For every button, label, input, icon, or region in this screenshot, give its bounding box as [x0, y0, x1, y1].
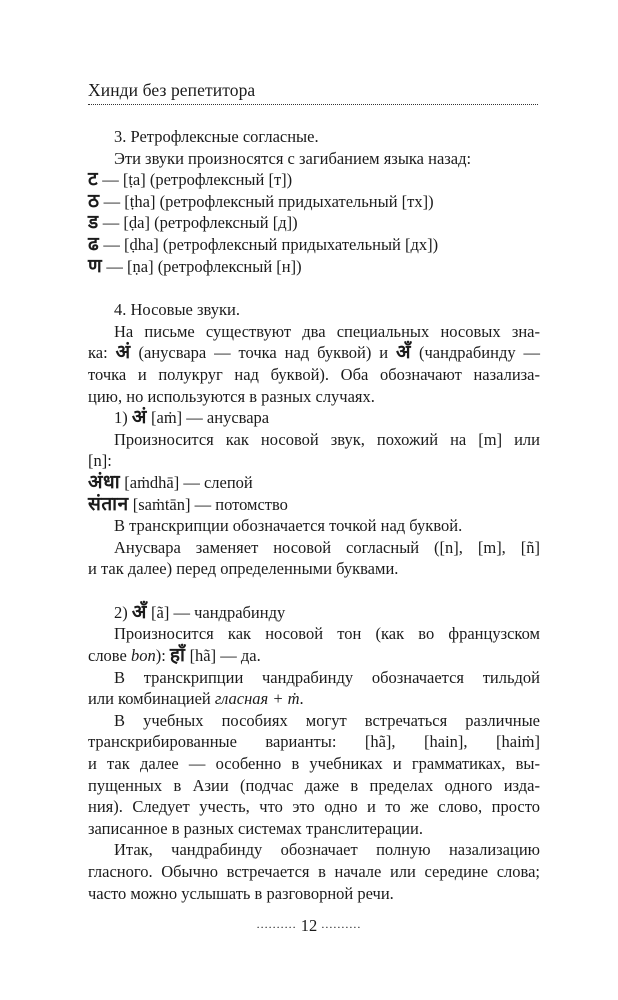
- paragraph-line: В транскрипции обозначается точкой над буквой.: [114, 516, 463, 536]
- chandrabindu-label: [88, 602, 540, 624]
- paragraph-line: В учебных пособиях могут встречаться различные: [114, 710, 540, 730]
- paragraph-line: ния). Следует учесть, что это одно и то же слово, просто: [88, 797, 540, 817]
- paragraph-line: транскрибированные варианты: [hã], [hain], [haiṁ]: [88, 732, 540, 752]
- paragraph-line: пущенных в Азии (подчас даже в пределах одного изда-: [88, 775, 540, 795]
- devanagari-glyph: ट: [88, 168, 99, 191]
- row-text: — [ṭha] (ретрофлексный придыхательный [тх]): [99, 191, 434, 211]
- text-run: ):: [155, 646, 170, 666]
- paragraph-line: цию, но используются в разных случаях.: [88, 386, 375, 406]
- devanagari-glyph: अं: [115, 341, 131, 364]
- row-text: — [ḍha] (ретрофлексный придыхательный [дх]): [99, 234, 439, 254]
- paragraph-line: В транскрипции чандрабинду обозначается тильдой: [114, 667, 540, 687]
- example-line: [88, 494, 540, 516]
- section-nasal: [88, 299, 540, 904]
- text-run: или комбинацией: [88, 689, 215, 709]
- header-divider: [88, 104, 538, 105]
- footer-dots: ..........: [321, 917, 362, 931]
- italic-word: bon: [130, 646, 156, 666]
- row-text: — [ṭa] (ретрофлексный [т]): [98, 170, 293, 190]
- section-heading: 3. Ретрофлексные согласные.: [114, 127, 319, 146]
- devanagari-glyph: ढ: [88, 232, 100, 255]
- paragraph-line: и так далее) перед определенными буквами.: [88, 559, 399, 579]
- text-run: (анусвара — точка над буквой) и: [130, 343, 397, 363]
- page-number: 12: [300, 916, 318, 935]
- paragraph-line: [n]:: [88, 451, 112, 471]
- paragraph-line: [88, 342, 540, 364]
- spacer: [88, 580, 540, 602]
- page-footer: [0, 916, 618, 936]
- devanagari-glyph: अं: [131, 406, 147, 429]
- paragraph-line: Произносится как носовой звук, похожий на [m] или: [114, 429, 540, 449]
- page-body: [88, 126, 540, 904]
- text-run: 1): [114, 408, 132, 428]
- paragraph-line: и так далее — особенно в учебниках и грамматиках, вы-: [88, 754, 540, 774]
- text-run: [aṁdhā] — слепой: [120, 472, 253, 492]
- paragraph-line: Итак, чандрабинду обозначает полную назализацию: [114, 840, 540, 860]
- section-heading: 4. Носовые звуки.: [114, 300, 240, 320]
- retroflex-row: [88, 212, 540, 234]
- footer-dots: ..........: [256, 917, 297, 931]
- devanagari-glyph: ण: [88, 254, 103, 277]
- paragraph-line: [88, 645, 540, 667]
- devanagari-glyph: ड: [88, 211, 99, 234]
- text-run: 2): [114, 602, 132, 622]
- retroflex-row: [88, 256, 540, 278]
- row-text: — [ṇa] (ретрофлексный [н]): [102, 256, 302, 276]
- text-run: (чандрабинду —: [411, 343, 540, 363]
- paragraph-line: записанное в разных системах транслитерации.: [88, 818, 423, 838]
- devanagari-word: हाँ: [169, 644, 186, 667]
- retroflex-row: [88, 169, 540, 191]
- text-run: [hã] — да.: [185, 646, 261, 666]
- text-run: ка:: [88, 343, 116, 363]
- paragraph-line: [88, 688, 540, 710]
- devanagari-glyph: अँ: [396, 341, 412, 364]
- text-run: .: [299, 689, 304, 709]
- paragraph-line: часто можно услышать в разговорной речи.: [88, 883, 394, 903]
- devanagari-glyph: अँ: [131, 600, 147, 623]
- row-text: — [ḍa] (ретрофлексный [д]): [98, 213, 298, 233]
- text-run: слове: [88, 646, 131, 666]
- text-run: [ã] — чандрабинду: [146, 602, 286, 622]
- running-head: Хинди без репетитора: [88, 80, 256, 100]
- paragraph-line: Анусвара заменяет носовой согласный ([n], [m], [ñ]: [114, 537, 540, 557]
- devanagari-word: अंधा: [88, 470, 121, 493]
- paragraph-line: Произносится как носовой тон (как во французском: [114, 624, 540, 644]
- retroflex-row: [88, 191, 540, 213]
- example-line: [88, 472, 540, 494]
- paragraph-line: точка и полукруг над буквой). Оба обозначают назализа-: [88, 364, 540, 384]
- text-run: [aṁ] — анусвара: [146, 408, 270, 428]
- anusvara-label: [88, 407, 540, 429]
- paragraph-line: гласного. Обычно встречается в начале или середине слова;: [88, 862, 540, 881]
- retroflex-row: [88, 234, 540, 256]
- devanagari-glyph: ठ: [88, 189, 100, 212]
- paragraph-line: Эти звуки произносятся с загибанием языка назад:: [114, 148, 472, 168]
- spacer: [88, 277, 540, 299]
- paragraph-line: На письме существуют два специальных носовых зна-: [114, 321, 540, 341]
- text-run: [saṁtān] — потомство: [128, 494, 288, 514]
- devanagari-word: संतान: [88, 492, 129, 515]
- section-retroflex: [88, 126, 540, 277]
- italic-phrase: гласная + ṁ: [214, 689, 300, 709]
